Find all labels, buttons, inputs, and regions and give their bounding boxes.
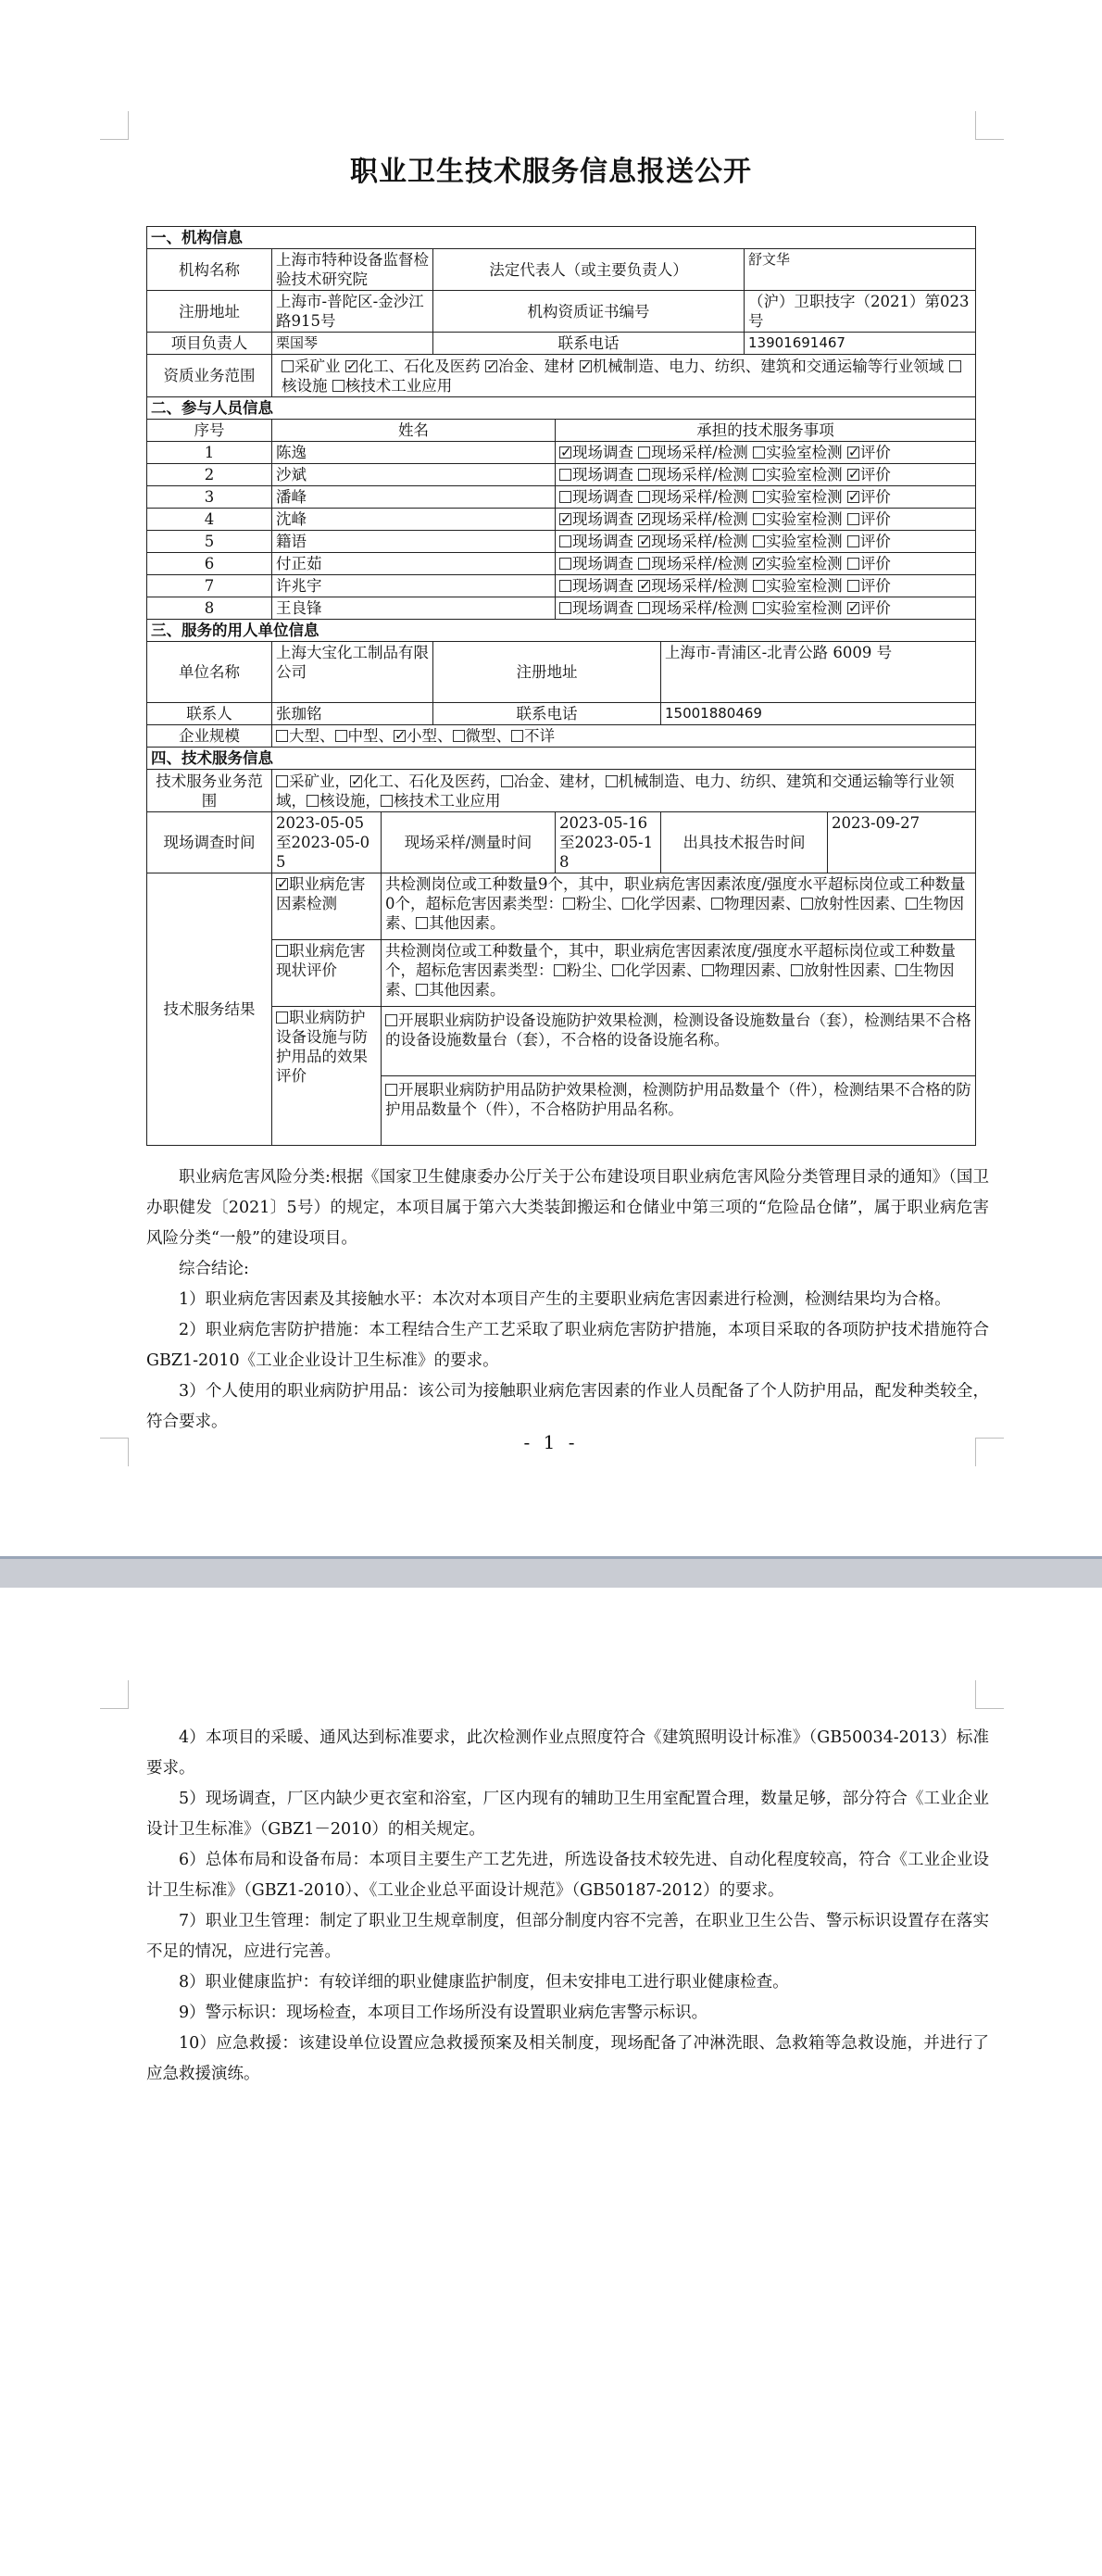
label-cell: 出具技术报告时间 — [661, 812, 828, 873]
checkbox-unchecked-icon — [949, 360, 961, 372]
checkbox-unchecked-icon — [622, 898, 634, 910]
label-cell: 项目负责人 — [147, 333, 272, 355]
result-text: 开展职业病防护用品防护效果检测，检测防护用品数量个（件），检测结果不合格的防护用品数量个（件），不合格防护用品名称。 — [385, 1081, 971, 1118]
service-scope-checkbox-group: 采矿业，✓ 化工、石化及医药， 冶金、建材， 机械制造、电力、纺织、建筑和交通运输等行业领域， 核设施， 核技术工业应用 — [272, 770, 976, 812]
contact-value: 张珈铭 — [272, 703, 433, 725]
task-label: 现场调查 — [572, 488, 633, 506]
page-separator — [0, 1556, 1102, 1588]
task-label: 实验室检测 — [766, 599, 843, 617]
person-no: 3 — [147, 486, 272, 509]
person-no: 6 — [147, 553, 272, 575]
unit-addr-value: 上海市-青浦区-北青公路 6009 号 — [661, 642, 976, 703]
checkbox-unchecked-icon — [276, 775, 288, 787]
checkbox-label: 机械制造、电力、纺织、建筑和交通运输等行业领域 — [592, 357, 945, 375]
conclusion-item: 6）总体布局和设备布局：本项目主要生产工艺先进，所选设备技术较先进、自动化程度较高，符合《工业企业设计卫生标准》（GBZ1-2010）、《工业企业总平面设计规范》（GB50187-2012）的要求。 — [146, 1851, 989, 1900]
checkbox-unchecked-icon — [895, 964, 908, 976]
conclusion-item: 7）职业卫生管理：制定了职业卫生规章制度，但部分制度内容不完善，在职业卫生公告、警示标识设置存在落实不足的情况，应进行完善。 — [146, 1912, 989, 1961]
checkbox-label: 放射性因素 — [813, 895, 890, 912]
checkbox-unchecked-icon — [511, 730, 523, 742]
body-text-page1 — [146, 1162, 989, 1438]
checkbox-label: 微型 — [465, 727, 496, 745]
task-label: 现场采样/检测 — [651, 466, 748, 484]
task-label: 评价 — [859, 488, 891, 506]
checkbox-unchecked-icon — [753, 513, 765, 525]
checkbox-label: 大型 — [289, 727, 319, 745]
person-name: 付正茹 — [272, 553, 556, 575]
table-row — [147, 486, 976, 509]
result-detail: 共检测岗位或工种数量个，其中，职业病危害因素浓度/强度水平超标岗位或工种数量个，超标危害因素类型： 粉尘、 化学因素、 物理因素、 放射性因素、 生物因素、 其他因素。 — [382, 940, 976, 1007]
checkbox-unchecked-icon — [563, 898, 575, 910]
checkbox-unchecked-icon — [753, 491, 765, 503]
checkbox-unchecked-icon — [307, 795, 319, 807]
label-cell: 注册地址 — [147, 291, 272, 333]
task-label: 现场采样/检测 — [651, 533, 748, 550]
checkbox-label: 不详 — [524, 727, 555, 745]
checkbox-checked-icon — [345, 360, 357, 372]
person-no: 2 — [147, 464, 272, 486]
person-name: 沙斌 — [272, 464, 556, 486]
checkbox-label: 生物因素 — [385, 961, 955, 999]
label-cell: 注册地址 — [433, 642, 661, 703]
page-2 — [0, 1588, 1102, 2576]
person-no: 4 — [147, 509, 272, 531]
checkbox-unchecked-icon — [276, 945, 288, 957]
protection-results — [382, 1007, 975, 1145]
person-tasks — [556, 575, 976, 597]
task-label: 现场采样/检测 — [651, 488, 748, 506]
section-heading: 四、技术服务信息 — [147, 748, 976, 770]
label-cell: 法定代表人（或主要负责人） — [433, 249, 745, 291]
person-tasks — [556, 553, 976, 575]
task-label: 评价 — [859, 466, 891, 484]
checkbox-label: 小型 — [407, 727, 437, 745]
label-cell: 机构资质证书编号 — [433, 291, 745, 333]
unit-phone-value: 15001880469 — [661, 703, 976, 725]
checkbox-checked-icon — [559, 513, 571, 525]
checkbox-unchecked-icon — [711, 898, 723, 910]
checkbox-label: 机械制造、电力、纺织、建筑和交通运输等行业领域 — [276, 772, 955, 810]
checkbox-unchecked-icon — [554, 964, 566, 976]
checkbox-checked-icon — [753, 558, 765, 570]
conclusion-item: 2）职业病危害防护措施：本工程结合生产工艺采取了职业病危害防护措施，本项目采取的各项防护技术措施符合GBZ1-2010《工业企业设计卫生标准》的要求。 — [146, 1321, 989, 1370]
checkbox-checked-icon — [350, 775, 362, 787]
checkbox-unchecked-icon — [791, 964, 803, 976]
checkbox-unchecked-icon — [559, 602, 571, 614]
protection-result-block — [382, 1076, 975, 1145]
checkbox-unchecked-icon — [612, 964, 624, 976]
task-label: 现场调查 — [572, 510, 633, 528]
classification-paragraph: 职业病危害风险分类:根据《国家卫生健康委办公厅关于公布建设项目职业病危害风险分类管理目录的通知》（国卫办职健发〔2021〕5号）的规定，本项目属于第六大类装卸搬运和仓储业中第三项的“危险品仓储”，属于职业病危害风险分类“一般”的建设项目。 — [146, 1168, 989, 1248]
person-name: 沈峰 — [272, 509, 556, 531]
crop-mark — [100, 111, 129, 140]
label-cell: 机构名称 — [147, 249, 272, 291]
checkbox-checked-icon — [638, 535, 650, 547]
crop-mark — [975, 111, 1004, 140]
checkbox-label: 核技术工业应用 — [394, 791, 501, 810]
result-type-text: 职业病防护设备设施与防护用品的效果评价 — [276, 1009, 368, 1085]
task-label: 现场调查 — [572, 555, 633, 572]
checkbox-label: 化工、石化及医药 — [363, 772, 485, 790]
scale-checkbox-group: 大型、 中型、✓ 小型、 微型、 不详 — [272, 725, 976, 748]
column-header: 姓名 — [272, 420, 556, 442]
survey-time-value: 2023-05-05至2023-05-05 — [272, 812, 382, 873]
label-cell: 单位名称 — [147, 642, 272, 703]
checkbox-unchecked-icon — [847, 513, 859, 525]
checkbox-unchecked-icon — [847, 580, 859, 592]
conclusion-item: 3）个人使用的职业病防护用品：该公司为接触职业病危害因素的作业人员配备了个人防护用品，配发种类较全，符合要求。 — [146, 1382, 989, 1431]
result-type-text: 职业病危害因素检测 — [276, 875, 366, 912]
conclusion-item: 9）警示标识：现场检查，本项目工作场所没有设置职业病危害警示标识。 — [179, 2004, 708, 2022]
task-label: 现场采样/检测 — [651, 444, 748, 461]
result-text: 共检测岗位或工种数量9个，其中，职业病危害因素浓度/强度水平超标岗位或工种数量0个，超标危害因素类型： — [385, 875, 966, 912]
task-label: 评价 — [859, 599, 891, 617]
task-label: 实验室检测 — [766, 577, 843, 595]
crop-mark — [100, 1680, 129, 1709]
checkbox-unchecked-icon — [559, 491, 571, 503]
task-label: 评价 — [859, 555, 891, 572]
report-time-value: 2023-09-27 — [828, 812, 976, 873]
checkbox-checked-icon — [638, 580, 650, 592]
task-label: 现场调查 — [572, 466, 633, 484]
label-cell: 联系人 — [147, 703, 272, 725]
conclusion-item: 1）职业病危害因素及其接触水平：本次对本项目产生的主要职业病危害因素进行检测，检测结果均为合格。 — [179, 1290, 951, 1309]
checkbox-checked-icon — [276, 878, 288, 890]
checkbox-label: 化工、石化及医药 — [357, 357, 481, 375]
task-label: 现场调查 — [572, 577, 633, 595]
person-no: 1 — [147, 442, 272, 464]
checkbox-checked-icon — [638, 513, 650, 525]
person-tasks — [556, 597, 976, 620]
person-no: 5 — [147, 531, 272, 553]
column-header: 承担的技术服务事项 — [556, 420, 976, 442]
project-lead-value: 栗国琴 — [272, 333, 433, 355]
checkbox-unchecked-icon — [638, 469, 650, 481]
label-cell: 技术服务结果 — [147, 873, 272, 1146]
checkbox-unchecked-icon — [638, 558, 650, 570]
checkbox-unchecked-icon — [276, 730, 288, 742]
checkbox-label: 冶金、建材 — [498, 357, 575, 375]
checkbox-unchecked-icon — [801, 898, 813, 910]
page-number: - 1 - — [523, 1431, 579, 1453]
section-heading: 三、服务的用人单位信息 — [147, 620, 976, 642]
checkbox-unchecked-icon — [381, 795, 393, 807]
checkbox-unchecked-icon — [416, 917, 428, 929]
checkbox-unchecked-icon — [332, 380, 344, 392]
table-row — [147, 442, 976, 464]
checkbox-label: 物理因素 — [714, 961, 776, 979]
checkbox-unchecked-icon — [638, 602, 650, 614]
conclusion-item: 10）应急救援：该建设单位设置应急救援预案及相关制度，现场配备了冲淋洗眼、急救箱等急救设施，并进行了应急救援演练。 — [146, 2034, 989, 2083]
result-detail: 共检测岗位或工种数量9个，其中，职业病危害因素浓度/强度水平超标岗位或工种数量0个，超标危害因素类型： 粉尘、 化学因素、 物理因素、 放射性因素、 生物因素、 其他因素。 — [382, 873, 976, 940]
checkbox-unchecked-icon — [559, 558, 571, 570]
checkbox-unchecked-icon — [847, 558, 859, 570]
checkbox-unchecked-icon — [276, 1012, 288, 1024]
result-text: 共检测岗位或工种数量个，其中，职业病危害因素浓度/强度水平超标岗位或工种数量个，超标危害因素类型： — [385, 942, 957, 979]
sampling-time-value: 2023-05-16至2023-05-18 — [556, 812, 661, 873]
checkbox-unchecked-icon — [559, 580, 571, 592]
reg-addr-value: 上海市-普陀区-金沙江路915号 — [272, 291, 433, 333]
task-label: 现场调查 — [572, 444, 633, 461]
result-text: 开展职业病防护设备设施防护效果检测，检测设备设施数量台（套），检测结果不合格的设备设施数量台（套），不合格的设备设施名称。 — [385, 1012, 971, 1049]
person-name: 潘峰 — [272, 486, 556, 509]
checkbox-checked-icon — [559, 446, 571, 459]
checkbox-label: 其他因素 — [429, 981, 490, 999]
person-name: 陈逸 — [272, 442, 556, 464]
section-heading: 二、参与人员信息 — [147, 397, 976, 420]
label-cell: 联系电话 — [433, 333, 745, 355]
table-row — [147, 464, 976, 486]
table-row — [147, 553, 976, 575]
task-label: 实验室检测 — [766, 466, 843, 484]
task-label: 评价 — [859, 444, 891, 461]
checkbox-checked-icon — [847, 469, 859, 481]
checkbox-unchecked-icon — [282, 360, 294, 372]
task-label: 现场采样/检测 — [651, 599, 748, 617]
label-cell: 联系电话 — [433, 703, 661, 725]
checkbox-label: 物理因素 — [724, 895, 785, 912]
person-tasks — [556, 464, 976, 486]
person-no: 7 — [147, 575, 272, 597]
label-cell: 现场采样/测量时间 — [382, 812, 556, 873]
result-type-text: 职业病危害现状评价 — [276, 942, 366, 979]
conclusion-item: 8）职业健康监护：有较详细的职业健康监护制度，但未安排电工进行职业健康检查。 — [179, 1973, 789, 1992]
crop-mark — [975, 1680, 1004, 1709]
checkbox-unchecked-icon — [753, 580, 765, 592]
checkbox-unchecked-icon — [638, 491, 650, 503]
checkbox-unchecked-icon — [702, 964, 714, 976]
person-tasks — [556, 531, 976, 553]
checkbox-label: 核设施 — [319, 791, 366, 810]
task-label: 实验室检测 — [766, 555, 843, 572]
phone-value: 13901691467 — [745, 333, 976, 355]
checkbox-label: 核设施 — [282, 376, 328, 395]
checkbox-unchecked-icon — [335, 730, 347, 742]
table-row — [147, 597, 976, 620]
conclusion-item: 4）本项目的采暖、通风达到标准要求，此次检测作业点照度符合《建筑照明设计标准》（GB50034-2013）标准要求。 — [146, 1728, 989, 1778]
checkbox-unchecked-icon — [385, 1014, 397, 1026]
checkbox-unchecked-icon — [501, 775, 513, 787]
checkbox-label: 采矿业 — [289, 772, 335, 790]
checkbox-unchecked-icon — [906, 898, 918, 910]
person-name: 籍语 — [272, 531, 556, 553]
task-label: 现场采样/检测 — [651, 577, 748, 595]
checkbox-checked-icon — [394, 730, 406, 742]
checkbox-label: 化学因素 — [634, 895, 696, 912]
task-label: 实验室检测 — [766, 510, 843, 528]
checkbox-unchecked-icon — [453, 730, 465, 742]
task-label: 现场采样/检测 — [651, 555, 748, 572]
scope-checkbox-group — [272, 355, 976, 397]
checkbox-unchecked-icon — [559, 535, 571, 547]
task-label: 现场调查 — [572, 533, 633, 550]
checkbox-label: 生物因素 — [385, 895, 964, 932]
unit-name-value: 上海大宝化工制品有限公司 — [272, 642, 433, 703]
checkbox-label: 采矿业 — [294, 357, 341, 375]
result-detail — [382, 1007, 976, 1146]
person-tasks — [556, 486, 976, 509]
column-header: 序号 — [147, 420, 272, 442]
checkbox-label: 粉尘 — [566, 961, 597, 979]
table-row — [147, 531, 976, 553]
conclusion-heading: 综合结论: — [179, 1260, 249, 1278]
info-form-table — [146, 226, 976, 1146]
task-label: 实验室检测 — [766, 444, 843, 461]
checkbox-unchecked-icon — [753, 469, 765, 481]
checkbox-unchecked-icon — [753, 535, 765, 547]
checkbox-checked-icon — [847, 602, 859, 614]
label-cell: 技术服务业务范围 — [147, 770, 272, 812]
checkbox-unchecked-icon — [416, 984, 428, 996]
section-heading: 一、机构信息 — [147, 227, 976, 249]
person-no: 8 — [147, 597, 272, 620]
checkbox-unchecked-icon — [606, 775, 618, 787]
checkbox-label: 化学因素 — [625, 961, 686, 979]
table-row — [147, 509, 976, 531]
task-label: 现场采样/检测 — [651, 510, 748, 528]
body-text-page2 — [146, 1723, 989, 2090]
result-type-label — [272, 1007, 382, 1146]
table-row — [147, 575, 976, 597]
task-label: 评价 — [859, 533, 891, 550]
legal-rep-value: 舒文华 — [745, 249, 976, 291]
checkbox-unchecked-icon — [753, 446, 765, 459]
checkbox-unchecked-icon — [847, 535, 859, 547]
protection-result-block — [382, 1007, 975, 1076]
checkbox-unchecked-icon — [753, 602, 765, 614]
task-label: 评价 — [859, 577, 891, 595]
task-label: 现场调查 — [572, 599, 633, 617]
person-tasks — [556, 509, 976, 531]
task-label: 实验室检测 — [766, 488, 843, 506]
checkbox-checked-icon — [580, 360, 592, 372]
checkbox-label: 其他因素 — [429, 914, 490, 932]
checkbox-unchecked-icon — [559, 469, 571, 481]
person-name: 王良锋 — [272, 597, 556, 620]
checkbox-label: 冶金、建材 — [513, 772, 590, 790]
label-cell: 现场调查时间 — [147, 812, 272, 873]
checkbox-label: 中型 — [347, 727, 379, 745]
document-title: 职业卫生技术服务信息报送公开 — [350, 156, 752, 188]
checkbox-checked-icon — [847, 446, 859, 459]
label-cell: 企业规模 — [147, 725, 272, 748]
org-name-value: 上海市特种设备监督检验技术研究院 — [272, 249, 433, 291]
result-type-label — [272, 873, 382, 940]
checkbox-checked-icon — [485, 360, 497, 372]
task-label: 实验室检测 — [766, 533, 843, 550]
person-name: 许兆宇 — [272, 575, 556, 597]
checkbox-unchecked-icon — [385, 1084, 397, 1096]
result-type-label — [272, 940, 382, 1007]
checkbox-label: 放射性因素 — [804, 961, 881, 979]
checkbox-label: 核技术工业应用 — [344, 376, 453, 395]
cert-no-value: （沪）卫职技字（2021）第023号 — [745, 291, 976, 333]
checkbox-unchecked-icon — [638, 446, 650, 459]
label-cell: 资质业务范围 — [147, 355, 272, 397]
checkbox-checked-icon — [847, 491, 859, 503]
person-tasks — [556, 442, 976, 464]
task-label: 评价 — [859, 510, 891, 528]
checkbox-label: 粉尘 — [576, 895, 607, 912]
conclusion-item: 5）现场调查，厂区内缺少更衣室和浴室，厂区内现有的辅助卫生用室配置合理，数量足够，部分符合《工业企业设计卫生标准》（GBZ1－2010）的相关规定。 — [146, 1790, 989, 1839]
